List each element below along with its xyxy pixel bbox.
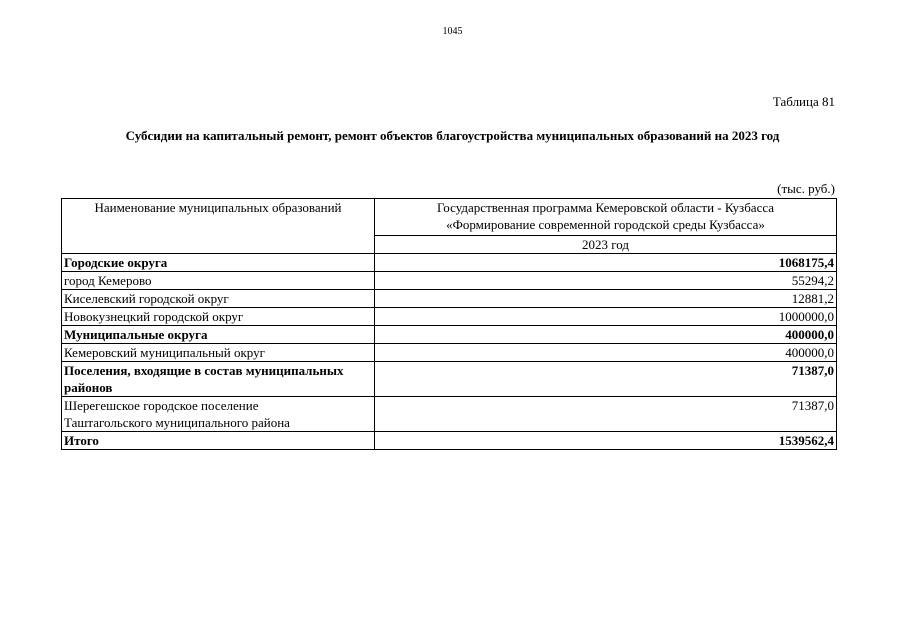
row-name-line2: районов bbox=[64, 380, 113, 395]
table-row bbox=[62, 397, 837, 432]
subsidies-table bbox=[61, 198, 837, 450]
row-name: Городские округа bbox=[62, 254, 375, 272]
document-title: Субсидии на капитальный ремонт, ремонт объектов благоустройства муниципальных образований на 2023 год bbox=[125, 128, 780, 143]
row-name bbox=[62, 362, 375, 397]
table-row bbox=[62, 362, 837, 397]
table-row bbox=[62, 308, 837, 326]
header-col1-text: Наименование муниципальных образований bbox=[94, 200, 342, 215]
row-name: Киселевский городской округ bbox=[62, 290, 375, 308]
row-name bbox=[62, 397, 375, 432]
header-program-column bbox=[375, 199, 837, 236]
row-name-line1: Поселения, входящие в состав муниципальных bbox=[64, 363, 344, 378]
header-municipality-column bbox=[62, 199, 375, 254]
page-number: 1045 bbox=[442, 26, 463, 37]
row-name: Кемеровский муниципальный округ bbox=[62, 344, 375, 362]
table-row bbox=[62, 344, 837, 362]
table-row-total bbox=[62, 432, 837, 450]
table-row bbox=[62, 326, 837, 344]
header-program-line1: Государственная программа Кемеровской области - Кузбасса bbox=[436, 200, 775, 215]
row-name: Новокузнецкий городской округ bbox=[62, 308, 375, 326]
row-name-line2: Таштагольского муниципального района bbox=[64, 415, 290, 430]
row-value: 1000000,0 bbox=[375, 308, 837, 326]
row-value: 12881,2 bbox=[375, 290, 837, 308]
units-label: (тыс. руб.) bbox=[777, 181, 835, 196]
row-value: 400000,0 bbox=[375, 344, 837, 362]
table-header-row bbox=[62, 199, 837, 236]
row-value: 1539562,4 bbox=[375, 432, 837, 450]
table-row bbox=[62, 290, 837, 308]
table-row bbox=[62, 254, 837, 272]
table-label: Таблица 81 bbox=[772, 94, 835, 109]
table-row bbox=[62, 272, 837, 290]
header-year-cell: 2023 год bbox=[375, 236, 837, 254]
row-name: город Кемерово bbox=[62, 272, 375, 290]
row-name: Итого bbox=[62, 432, 375, 450]
row-name: Муниципальные округа bbox=[62, 326, 375, 344]
row-value: 71387,0 bbox=[375, 397, 837, 432]
row-name-line1: Шерегешское городское поселение bbox=[64, 398, 259, 413]
header-program-line2: «Формирование современной городской среды Кузбасса» bbox=[446, 217, 765, 232]
row-value: 1068175,4 bbox=[375, 254, 837, 272]
row-value: 55294,2 bbox=[375, 272, 837, 290]
row-value: 71387,0 bbox=[375, 362, 837, 397]
row-value: 400000,0 bbox=[375, 326, 837, 344]
